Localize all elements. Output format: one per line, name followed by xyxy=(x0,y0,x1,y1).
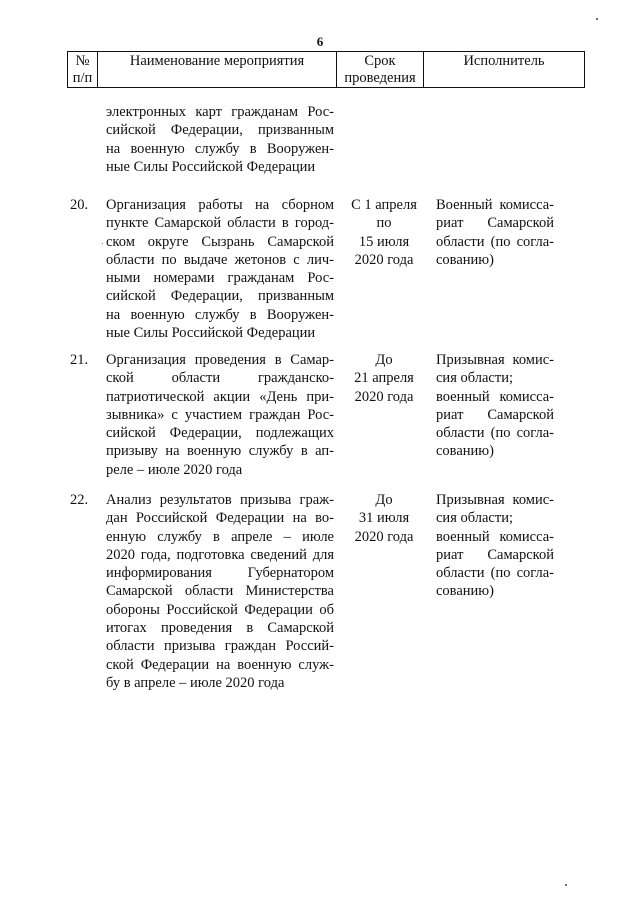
executor-line: риат Самарской xyxy=(436,215,554,232)
header-executor-label: Исполнитель xyxy=(463,53,545,69)
table-header xyxy=(67,51,585,88)
header-term-cell xyxy=(337,52,424,87)
scan-speck xyxy=(596,18,598,20)
term-line: 15 июля xyxy=(358,233,410,250)
executor-line: Призывная комис- xyxy=(436,492,554,508)
scan-speck xyxy=(102,243,103,244)
description-line: енную службу в апреле – июле xyxy=(106,528,334,545)
description-line: реле – июле 2020 года xyxy=(106,461,243,478)
description-line: сийской Федерации, подлежащих xyxy=(106,425,334,442)
executor-line: области (по согла- xyxy=(436,233,554,250)
row-description xyxy=(106,491,334,692)
description-line: ской Федерации на военную служ- xyxy=(106,656,334,673)
description-line: на военную службу в Вооружен- xyxy=(106,306,334,323)
term-line: 21 апреля xyxy=(354,370,414,387)
description-line: ском округе Сызрань Самарской xyxy=(106,233,334,250)
header-executor-cell xyxy=(424,52,584,87)
description-line: электронных карт гражданам Рос- xyxy=(106,104,334,120)
term-line: 2020 года xyxy=(354,251,414,268)
description-line: ской области гражданско- xyxy=(106,370,334,387)
header-name-cell xyxy=(98,52,337,87)
row-number: 20. xyxy=(70,197,89,213)
row-description xyxy=(106,196,334,342)
description-line: области по выдаче жетонов с лич- xyxy=(106,251,334,268)
header-term-sub: проведения xyxy=(344,70,416,86)
row-term xyxy=(344,491,424,546)
header-number-cell xyxy=(68,52,98,87)
row-term xyxy=(344,351,424,406)
description-line: бу в апреле – июле 2020 года xyxy=(106,674,285,691)
row-executor xyxy=(436,196,554,269)
description-line: Анализ результатов призыва граж- xyxy=(106,492,334,508)
executor-line: сованию) xyxy=(436,443,494,460)
executor-line: сия области; xyxy=(436,510,513,527)
page-number: 6 xyxy=(316,34,324,49)
description-line: ные Силы Российской Федерации xyxy=(106,325,316,342)
executor-line: риат Самарской xyxy=(436,546,554,563)
row-executor xyxy=(436,351,554,461)
description-line: дан Российской Федерации на во- xyxy=(106,510,334,527)
description-line: Организация проведения в Самар- xyxy=(106,352,334,368)
executor-line: области (по согла- xyxy=(436,565,554,582)
executor-line: сованию) xyxy=(436,583,494,600)
description-line: области призыва граждан Россий- xyxy=(106,638,334,655)
term-line: по xyxy=(376,215,392,232)
row-number: 21. xyxy=(70,352,89,368)
description-line: сийской Федерации, призванным xyxy=(106,122,334,139)
description-line: на военную службу в Вооружен- xyxy=(106,140,334,157)
continuation-description xyxy=(106,103,334,176)
header-number-label: № xyxy=(75,53,90,69)
term-line: До xyxy=(375,492,393,508)
executor-line: военный комисса- xyxy=(436,528,554,545)
description-line: информирования Губернатором xyxy=(106,565,334,582)
executor-line: сия области; xyxy=(436,370,513,387)
executor-line: области (по согла- xyxy=(436,425,554,442)
header-name-label: Наименование мероприятия xyxy=(129,53,305,69)
description-line: обороны Российской Федерации об xyxy=(106,601,334,618)
description-line: сийской Федерации, призванным xyxy=(106,288,334,305)
executor-line: сованию) xyxy=(436,251,494,268)
executor-line: Призывная комис- xyxy=(436,352,554,368)
row-executor xyxy=(436,491,554,601)
description-line: Организация работы на сборном xyxy=(106,197,334,213)
description-line: призыву на военную службу в ап- xyxy=(106,443,334,460)
term-line: С 1 апреля xyxy=(351,197,417,213)
description-line: патриотической акции «День при- xyxy=(106,388,334,405)
row-term xyxy=(344,196,424,269)
description-line: Самарской области Министерства xyxy=(106,583,334,600)
description-line: ными номерами гражданам Рос- xyxy=(106,270,334,287)
row-number: 22. xyxy=(70,492,89,508)
description-line: 2020 года, подготовка сведений для xyxy=(106,546,334,563)
term-line: 2020 года xyxy=(354,528,414,545)
header-term-label: Срок xyxy=(364,53,396,69)
description-line: зывника» с участием граждан Рос- xyxy=(106,406,334,423)
description-line: итогах проведения в Самарской xyxy=(106,620,334,637)
executor-line: военный комисса- xyxy=(436,388,554,405)
term-line: 31 июля xyxy=(358,510,410,527)
term-line: 2020 года xyxy=(354,388,414,405)
term-line: До xyxy=(375,352,393,368)
executor-line: риат Самарской xyxy=(436,406,554,423)
header-number-sub: п/п xyxy=(72,70,93,86)
executor-line: Военный комисса- xyxy=(436,197,554,213)
description-line: пункте Самарской области в город- xyxy=(106,215,334,232)
scan-speck xyxy=(565,884,567,886)
row-description xyxy=(106,351,334,479)
description-line: ные Силы Российской Федерации xyxy=(106,158,316,175)
